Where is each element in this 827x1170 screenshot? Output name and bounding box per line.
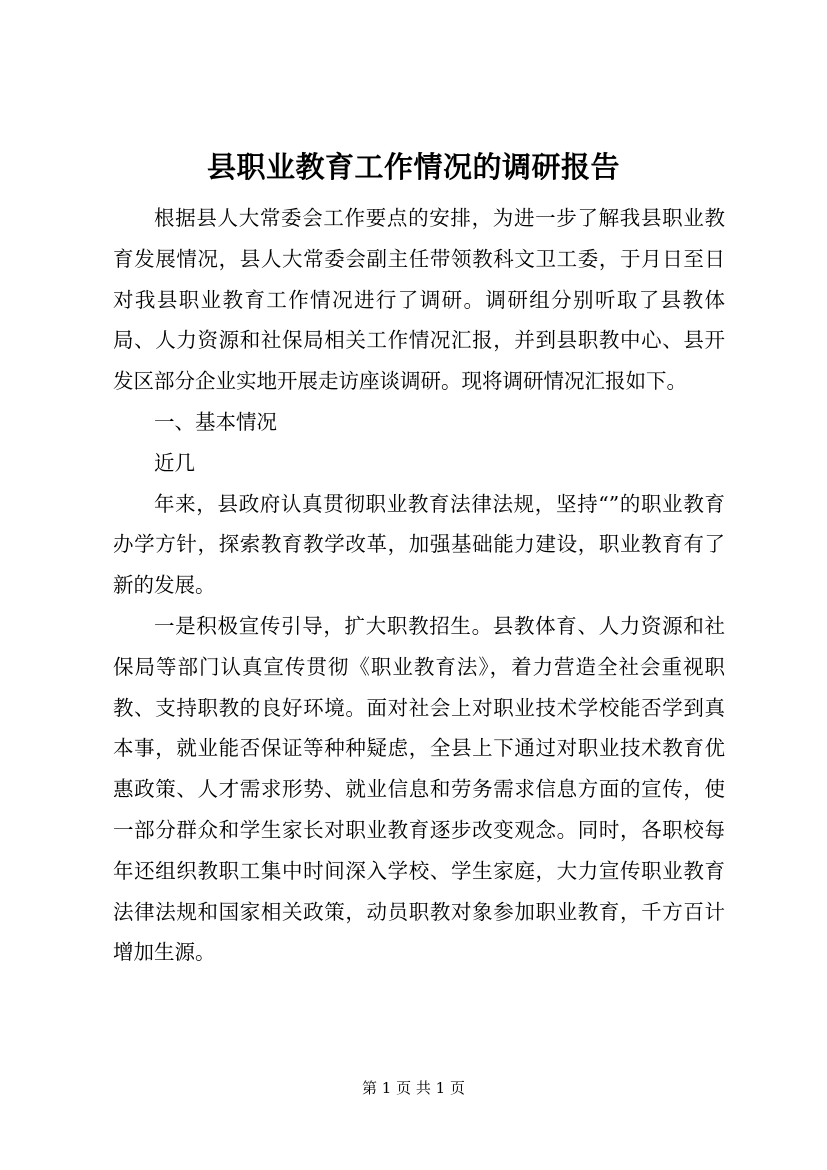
paragraph-publicity: 一是积极宣传引导，扩大职教招生。县教体育、人力资源和社保局等部门认真宣传贯彻《职业教育法》，着力营造全社会重视职教、支持职教的良好环境。面对社会上对职业技术学校能否学到真本事，就业能否保证等种种疑虑，全县上下通过对职业技术教育优惠政策、人才需求形势、就业信息和劳务需求信息方面的宣传，使一部分群众和学生家长对职业教育逐步改变观念。同时，各职校每年还组织教职工集中时间深入学校、学生家庭，大力宣传职业教育法律法规和国家相关政策，动员职教对象参加职业教育，千方百计增加生源。: [113, 613, 725, 965]
section-heading-basic-situation: 一、基本情况: [154, 409, 277, 434]
paragraph-fragment: 近几: [154, 450, 195, 475]
paragraph-intro: 根据县人大常委会工作要点的安排，为进一步了解我县职业教育发展情况，县人大常委会副主任带领教科文卫工委，于月日至日对我县职业教育工作情况进行了调研。调研组分别听取了县教体局、人力资源和社保局相关工作情况汇报，并到县职教中心、县开发区部分企业实地开展走访座谈调研。现将调研情况汇报如下。: [113, 206, 725, 394]
page-number-footer: 第 1 页 共 1 页: [362, 1079, 465, 1097]
document-body: [113, 198, 725, 973]
paragraph-overview: 年来，县政府认真贯彻职业教育法律法规，坚持“”的职业教育办学方针，探索教育教学改革，加强基础能力建设，职业教育有了新的发展。: [113, 491, 725, 598]
document-title: 县职业教育工作情况的调研报告: [206, 150, 620, 184]
